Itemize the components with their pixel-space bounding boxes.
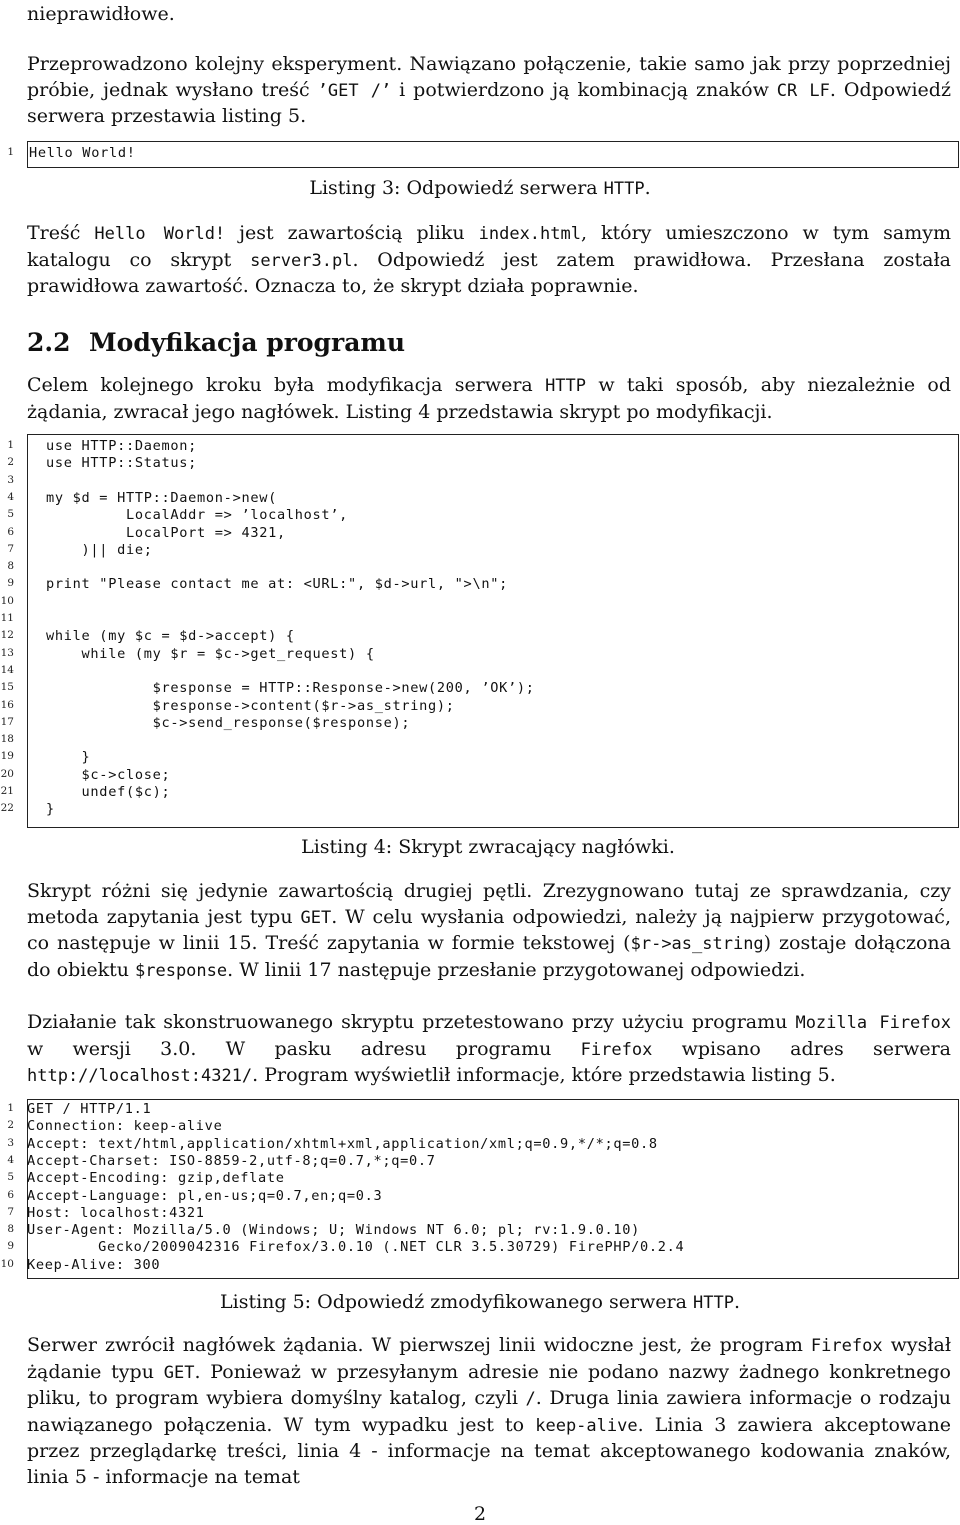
code-line: LocalPort => 4321, bbox=[46, 524, 286, 541]
code-line: Keep-Alive: 300 bbox=[27, 1256, 161, 1273]
code-line: Accept: text/html,application/xhtml+xml,application/xml;q=0.9,*/*;q=0.8 bbox=[27, 1135, 658, 1152]
paragraph-content-explanation: Treść Hello World! jest zawartością pliku index.html, który umieszczono w tym samym katalogu co skrypt server3.pl. Odpowiedź jest zatem prawidłowa. Przesłana została prawidłowa zawartość. Oznacza to, że skrypt działa poprawnie. bbox=[27, 222, 951, 297]
line-number: 16 bbox=[0, 698, 14, 711]
code-line: Accept-Language: pl,en-us;q=0.7,en;q=0.3 bbox=[27, 1187, 383, 1204]
line-number: 4 bbox=[7, 490, 14, 503]
code-line: Connection: keep-alive bbox=[27, 1118, 223, 1135]
line-number: 5 bbox=[7, 1171, 14, 1184]
listing-3-caption: Listing 3: Odpowiedź serwera HTTP. bbox=[309, 177, 651, 199]
code-line: Host: localhost:4321 bbox=[27, 1204, 205, 1221]
code-line: while (my $r = $c->get_request) { bbox=[46, 645, 375, 662]
section-heading bbox=[27, 328, 405, 357]
line-number: 2 bbox=[7, 1119, 14, 1132]
code-line: GET / HTTP/1.1 bbox=[27, 1101, 152, 1117]
listing-3-frame bbox=[27, 141, 959, 168]
code-line: Accept-Encoding: gzip,deflate bbox=[27, 1170, 285, 1187]
code-line: Hello World! bbox=[29, 145, 136, 161]
code-line: use HTTP::Daemon; bbox=[46, 438, 198, 454]
line-number: 5 bbox=[7, 508, 14, 521]
page-number: 2 bbox=[473, 1503, 487, 1525]
line-number: 7 bbox=[7, 542, 14, 555]
code-line: } bbox=[46, 801, 55, 818]
line-number: 10 bbox=[0, 594, 14, 607]
code-line: User-Agent: Mozilla/5.0 (Windows; U; Windows NT 6.0; pl; rv:1.9.0.10) bbox=[27, 1222, 641, 1239]
line-number: 15 bbox=[0, 681, 14, 694]
code-line: Accept-Charset: ISO-8859-2,utf-8;q=0.7,*;q=0.7 bbox=[27, 1152, 436, 1169]
code-line: $c->send_response($response); bbox=[46, 714, 411, 731]
line-number: 13 bbox=[0, 646, 14, 659]
line-number: 2 bbox=[7, 456, 14, 469]
paragraph-fragment: nieprawidłowe. bbox=[27, 3, 175, 25]
line-number: 19 bbox=[0, 750, 14, 763]
code-line: print "Please contact me at: <URL:", $d->url, ">\n"; bbox=[46, 576, 508, 593]
line-number: 18 bbox=[0, 733, 14, 746]
paragraph-script-description: Skrypt różni się jedynie zawartością drugiej pętli. Zrezygnowano tutaj ze sprawdzania, czy metoda zapytania jest typu GET. W celu wysłania odpowiedzi, należy ją najpierw przygotować, co następuje w linii 15. Treść zapytania w formie tekstowej ($r->as_string) zostaje dołączona do obiektu $response. W linii 17 następuje przesłanie przygotowanej odpowiedzi. bbox=[27, 880, 951, 981]
line-number: 8 bbox=[7, 560, 14, 573]
line-number: 6 bbox=[7, 1188, 14, 1201]
section-number: 2.2 bbox=[27, 328, 71, 357]
code-line: LocalAddr => ’localhost’, bbox=[46, 507, 349, 524]
line-number: 9 bbox=[7, 1240, 14, 1253]
line-number: 7 bbox=[7, 1205, 14, 1218]
line-number: 3 bbox=[7, 1136, 14, 1149]
code-line: Gecko/2009042316 Firefox/3.0.10 (.NET CLR 3.5.30729) FirePHP/0.2.4 bbox=[27, 1239, 685, 1256]
line-number: 14 bbox=[0, 663, 14, 676]
paragraph-section-intro: Celem kolejnego kroku była modyfikacja serwera HTTP w taki sposób, aby niezależnie od żądania, zwracał jego nagłówek. Listing 4 przedstawia skrypt po modyfikacji. bbox=[27, 374, 951, 423]
code-line: $response->content($r->as_string); bbox=[46, 697, 455, 714]
line-number: 10 bbox=[0, 1257, 14, 1270]
line-number: 1 bbox=[7, 1102, 14, 1114]
line-number: 1 bbox=[7, 439, 14, 451]
line-number: 9 bbox=[7, 577, 14, 590]
section-title: Modyfikacja programu bbox=[89, 328, 406, 357]
code-line: } bbox=[46, 749, 91, 766]
paragraph-header-analysis: Serwer zwrócił nagłówek żądania. W pierwszej linii widoczne jest, że program Firefox wysłał żądanie typu GET. Ponieważ w przesyłanym adresie nie podano nazwy żadnego konkretnego pliku, to program wybiera domyślny katalog, czyli /. Druga linia zawiera informacje o rodzaju nawiązanego połączenia. W tym wypadku jest to keep-alive. Linia 3 zawiera akceptowane przez przeglądarkę treści, linia 4 - informacje na temat akceptowanego kodowania znaków, linia 5 - informacje na temat bbox=[27, 1334, 952, 1488]
line-number: 12 bbox=[0, 629, 14, 642]
line-number: 6 bbox=[7, 525, 14, 538]
code-line: my $d = HTTP::Daemon->new( bbox=[46, 489, 277, 506]
line-number: 8 bbox=[7, 1223, 14, 1236]
line-number: 22 bbox=[0, 802, 14, 815]
code-line: undef($c); bbox=[46, 784, 171, 800]
code-line: $c->close; bbox=[46, 766, 171, 783]
line-number: 17 bbox=[0, 715, 14, 728]
code-line: $response = HTTP::Response->new(200, ’OK’); bbox=[46, 680, 535, 697]
code-line: use HTTP::Status; bbox=[46, 455, 198, 472]
line-number: 20 bbox=[0, 767, 14, 780]
code-line: )|| die; bbox=[46, 541, 153, 558]
line-number: 21 bbox=[0, 785, 14, 797]
line-number: 11 bbox=[0, 612, 14, 624]
line-number: 4 bbox=[7, 1153, 14, 1166]
code-line: while (my $c = $d->accept) { bbox=[46, 628, 295, 645]
line-number: 1 bbox=[7, 146, 14, 158]
paragraph-experiment: Przeprowadzono kolejny eksperyment. Nawiązano połączenie, takie samo jak przy poprzedniej próbie, jednak wysłano treść ’GET /’ i potwierdzono ją kombinacją znaków CR LF. Odpowiedź serwera przestawia listing 5. bbox=[27, 53, 951, 127]
listing-5-caption: Listing 5: Odpowiedź zmodyfikowanego serwera HTTP. bbox=[220, 1291, 740, 1313]
line-number: 3 bbox=[7, 473, 14, 486]
listing-4-caption: Listing 4: Skrypt zwracający nagłówki. bbox=[301, 836, 675, 858]
paragraph-firefox-test: Działanie tak skonstruowanego skryptu przetestowano przy użyciu programu Mozilla Firefox w wersji 3.0. W pasku adresu programu Firefox wpisano adres serwera http://localhost:4321/. Program wyświetlił informacje, które przedstawia listing 5. bbox=[27, 1011, 951, 1086]
